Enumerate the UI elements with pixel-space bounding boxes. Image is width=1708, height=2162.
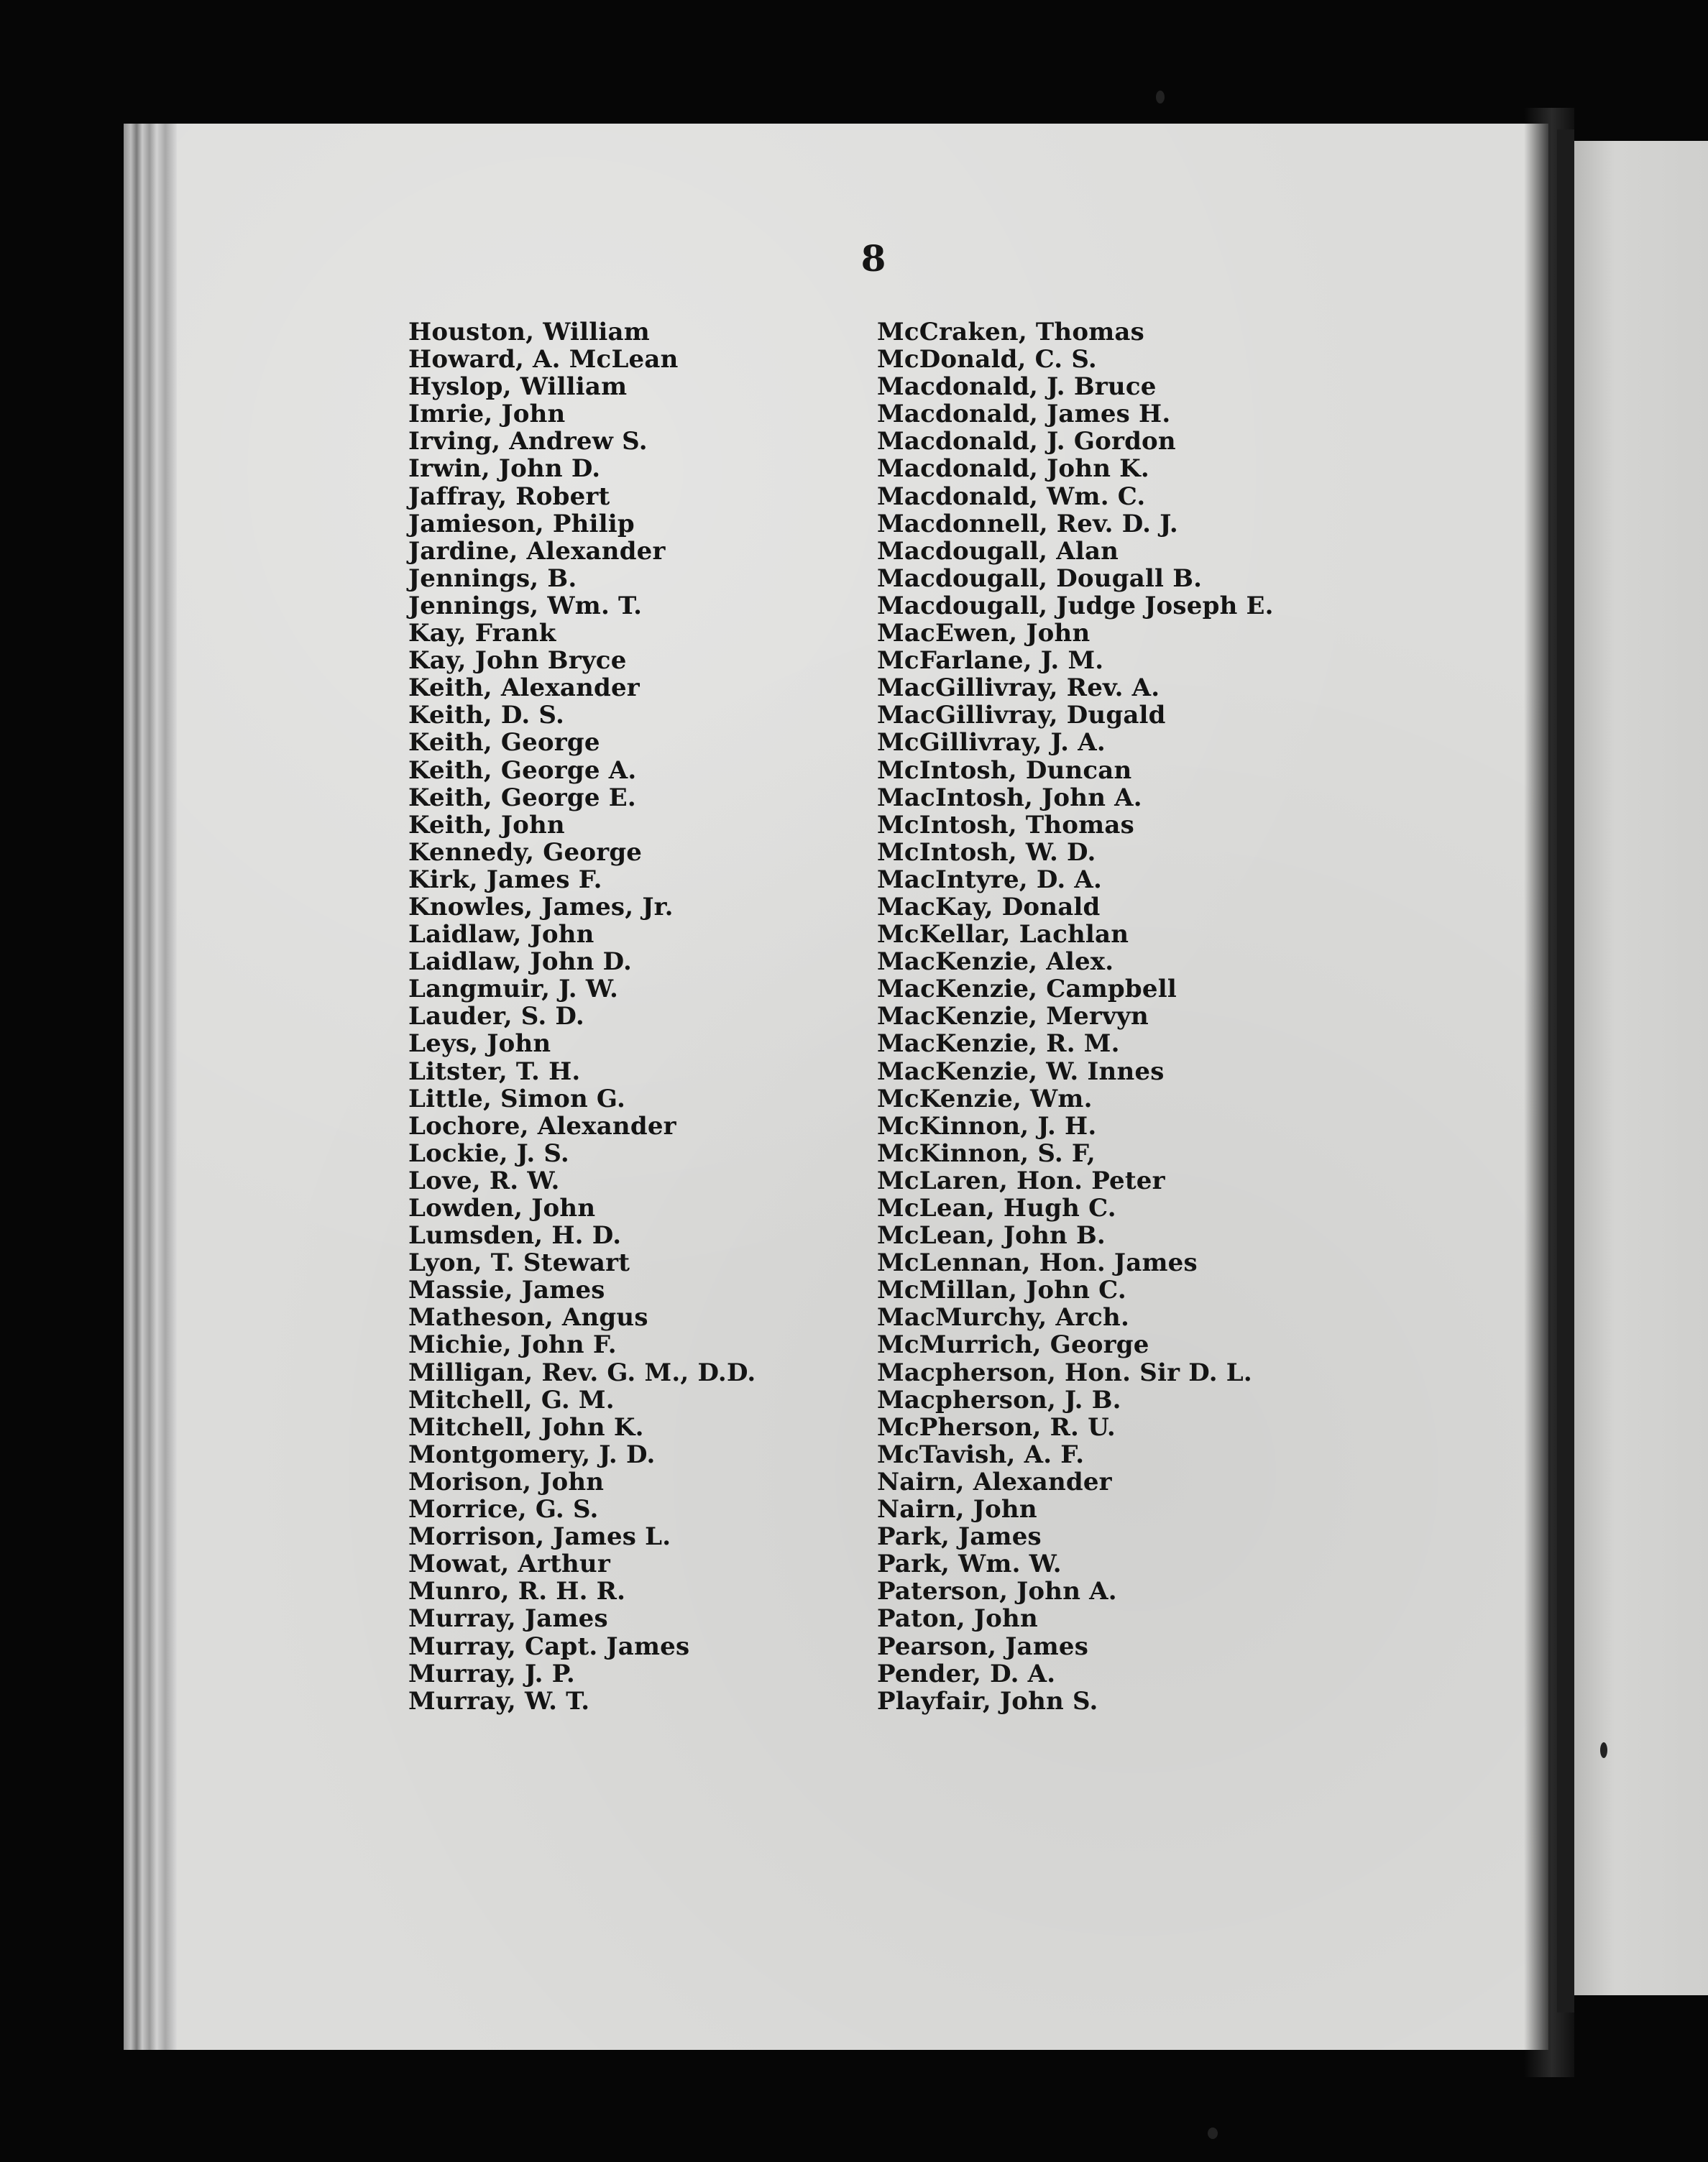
name-entry: Irving, Andrew S. (408, 427, 648, 456)
name-entry: McMurrich, George (877, 1330, 1149, 1360)
name-entry: Macdonald, John K. (877, 454, 1149, 484)
name-entry: Nairn, Alexander (877, 1467, 1112, 1496)
name-entry: Kennedy, George (408, 837, 643, 867)
name-entry: McKinnon, S. F, (877, 1138, 1096, 1168)
name-entry: Imrie, John (408, 400, 566, 429)
name-entry: Macdonald, James H. (877, 400, 1171, 429)
name-entry: Nairn, John (877, 1495, 1037, 1524)
name-list-right-column (877, 318, 1274, 1715)
name-entry: Love, R. W. (408, 1166, 560, 1195)
name-entry: MacIntyre, D. A. (877, 865, 1103, 894)
name-entry: Mowat, Arthur (408, 1550, 610, 1579)
name-entry: Laidlaw, John D. (408, 947, 633, 977)
name-entry: Macdougall, Judge Joseph E. (877, 591, 1274, 620)
name-entry: Macdonald, J. Gordon (877, 427, 1176, 456)
name-entry: Lyon, T. Stewart (408, 1248, 630, 1278)
dust-speck (1600, 1742, 1607, 1758)
name-entry: MacKenzie, Alex. (877, 947, 1114, 977)
name-entry: McMillan, John C. (877, 1276, 1126, 1305)
name-entry: Kay, Frank (408, 619, 556, 648)
name-entry: Mitchell, G. M. (408, 1385, 615, 1414)
name-entry: Jamieson, Philip (408, 509, 635, 538)
name-entry: Leys, John (408, 1029, 551, 1059)
name-entry: McDonald, C. S. (877, 345, 1097, 374)
name-entry: Macdonnell, Rev. D. J. (877, 509, 1178, 538)
name-entry: Morison, John (408, 1467, 605, 1496)
name-entry: Morrison, James L. (408, 1522, 671, 1552)
name-entry: Kirk, James F. (408, 865, 602, 894)
name-entry: Pearson, James (877, 1632, 1089, 1661)
name-entry: Macdougall, Alan (877, 536, 1119, 566)
facing-page-edge (1557, 129, 1574, 2012)
name-entry: MacGillivray, Rev. A. (877, 673, 1160, 703)
name-entry: Keith, Alexander (408, 673, 640, 703)
name-entry: Hyslop, William (408, 372, 628, 402)
name-entry: McKellar, Lachlan (877, 920, 1129, 949)
name-entry: MacKay, Donald (877, 892, 1101, 921)
name-entry: McKenzie, Wm. (877, 1084, 1093, 1113)
name-entry: MacKenzie, W. Innes (877, 1057, 1165, 1086)
name-entry: Macdonald, Wm. C. (877, 482, 1146, 511)
name-entry: Massie, James (408, 1276, 605, 1305)
name-entry: McPherson, R. U. (877, 1412, 1116, 1442)
name-entry: Milligan, Rev. G. M., D.D. (408, 1358, 756, 1387)
page-number: 8 (860, 237, 886, 280)
name-entry: Lowden, John (408, 1194, 596, 1223)
name-entry: Jaffray, Robert (408, 482, 610, 511)
name-entry: Morrice, G. S. (408, 1495, 599, 1524)
name-entry: Montgomery, J. D. (408, 1440, 656, 1469)
name-entry: McLean, Hugh C. (877, 1194, 1116, 1223)
name-entry: McTavish, A. F. (877, 1440, 1085, 1469)
name-entry: McCraken, Thomas (877, 318, 1144, 346)
name-entry: Laidlaw, John (408, 920, 594, 949)
name-entry: Langmuir, J. W. (408, 975, 618, 1004)
name-entry: Lochore, Alexander (408, 1111, 676, 1141)
name-entry: Keith, George A. (408, 755, 637, 785)
name-entry: Jennings, B. (408, 564, 577, 593)
name-entry: McKinnon, J. H. (877, 1111, 1097, 1141)
name-entry: MacEwen, John (877, 619, 1091, 648)
name-entry: Keith, George (408, 728, 600, 758)
name-entry: Keith, D. S. (408, 701, 564, 730)
name-entry: MacKenzie, R. M. (877, 1029, 1120, 1059)
name-entry: Houston, William (408, 318, 650, 346)
name-entry: Paton, John (877, 1604, 1038, 1634)
name-entry: Howard, A. McLean (408, 345, 679, 374)
dust-speck (1208, 2128, 1218, 2139)
name-entry: McIntosh, Thomas (877, 810, 1134, 840)
name-entry: Lockie, J. S. (408, 1138, 569, 1168)
name-entry: Macdougall, Dougall B. (877, 564, 1203, 593)
name-list-left-column (408, 318, 756, 1715)
name-entry: Murray, J. P. (408, 1659, 575, 1688)
name-entry: Michie, John F. (408, 1330, 617, 1360)
name-entry: Murray, W. T. (408, 1686, 590, 1716)
name-entry: Knowles, James, Jr. (408, 892, 674, 921)
name-entry: Little, Simon G. (408, 1084, 625, 1113)
name-entry: Murray, James (408, 1604, 608, 1634)
name-entry: McLennan, Hon. James (877, 1248, 1198, 1278)
page-edge-stack (124, 124, 177, 2050)
name-entry: McLaren, Hon. Peter (877, 1166, 1165, 1195)
name-entry: MacIntosh, John A. (877, 783, 1142, 812)
name-entry: Jennings, Wm. T. (408, 591, 643, 620)
facing-page (1574, 141, 1708, 1995)
name-entry: MacKenzie, Campbell (877, 975, 1177, 1004)
name-entry: McLean, John B. (877, 1221, 1106, 1251)
name-entry: MacMurchy, Arch. (877, 1303, 1129, 1333)
name-entry: Park, Wm. W. (877, 1550, 1062, 1579)
name-entry: Macpherson, Hon. Sir D. L. (877, 1358, 1252, 1387)
book-page (177, 124, 1548, 2050)
name-entry: Irwin, John D. (408, 454, 601, 484)
name-entry: McIntosh, W. D. (877, 837, 1096, 867)
name-entry: Litster, T. H. (408, 1057, 581, 1086)
name-entry: Matheson, Angus (408, 1303, 648, 1333)
name-entry: Keith, George E. (408, 783, 636, 812)
name-entry: Park, James (877, 1522, 1042, 1552)
name-entry: McIntosh, Duncan (877, 755, 1132, 785)
name-entry: Lauder, S. D. (408, 1002, 584, 1031)
dust-speck (1156, 91, 1165, 104)
name-entry: Munro, R. H. R. (408, 1577, 626, 1606)
name-entry: Macpherson, J. B. (877, 1385, 1121, 1414)
name-entry: McFarlane, J. M. (877, 646, 1104, 676)
name-entry: Lumsden, H. D. (408, 1221, 622, 1251)
name-entry: Kay, John Bryce (408, 646, 627, 676)
name-entry: McGillivray, J. A. (877, 728, 1106, 758)
name-entry: Pender, D. A. (877, 1659, 1056, 1688)
name-entry: Macdonald, J. Bruce (877, 372, 1157, 402)
name-entry: Jardine, Alexander (408, 536, 666, 566)
name-entry: MacGillivray, Dugald (877, 701, 1166, 730)
name-entry: Playfair, John S. (877, 1686, 1098, 1716)
name-entry: MacKenzie, Mervyn (877, 1002, 1149, 1031)
name-entry: Murray, Capt. James (408, 1632, 690, 1661)
name-entry: Paterson, John A. (877, 1577, 1117, 1606)
name-entry: Mitchell, John K. (408, 1412, 644, 1442)
name-entry: Keith, John (408, 810, 565, 840)
